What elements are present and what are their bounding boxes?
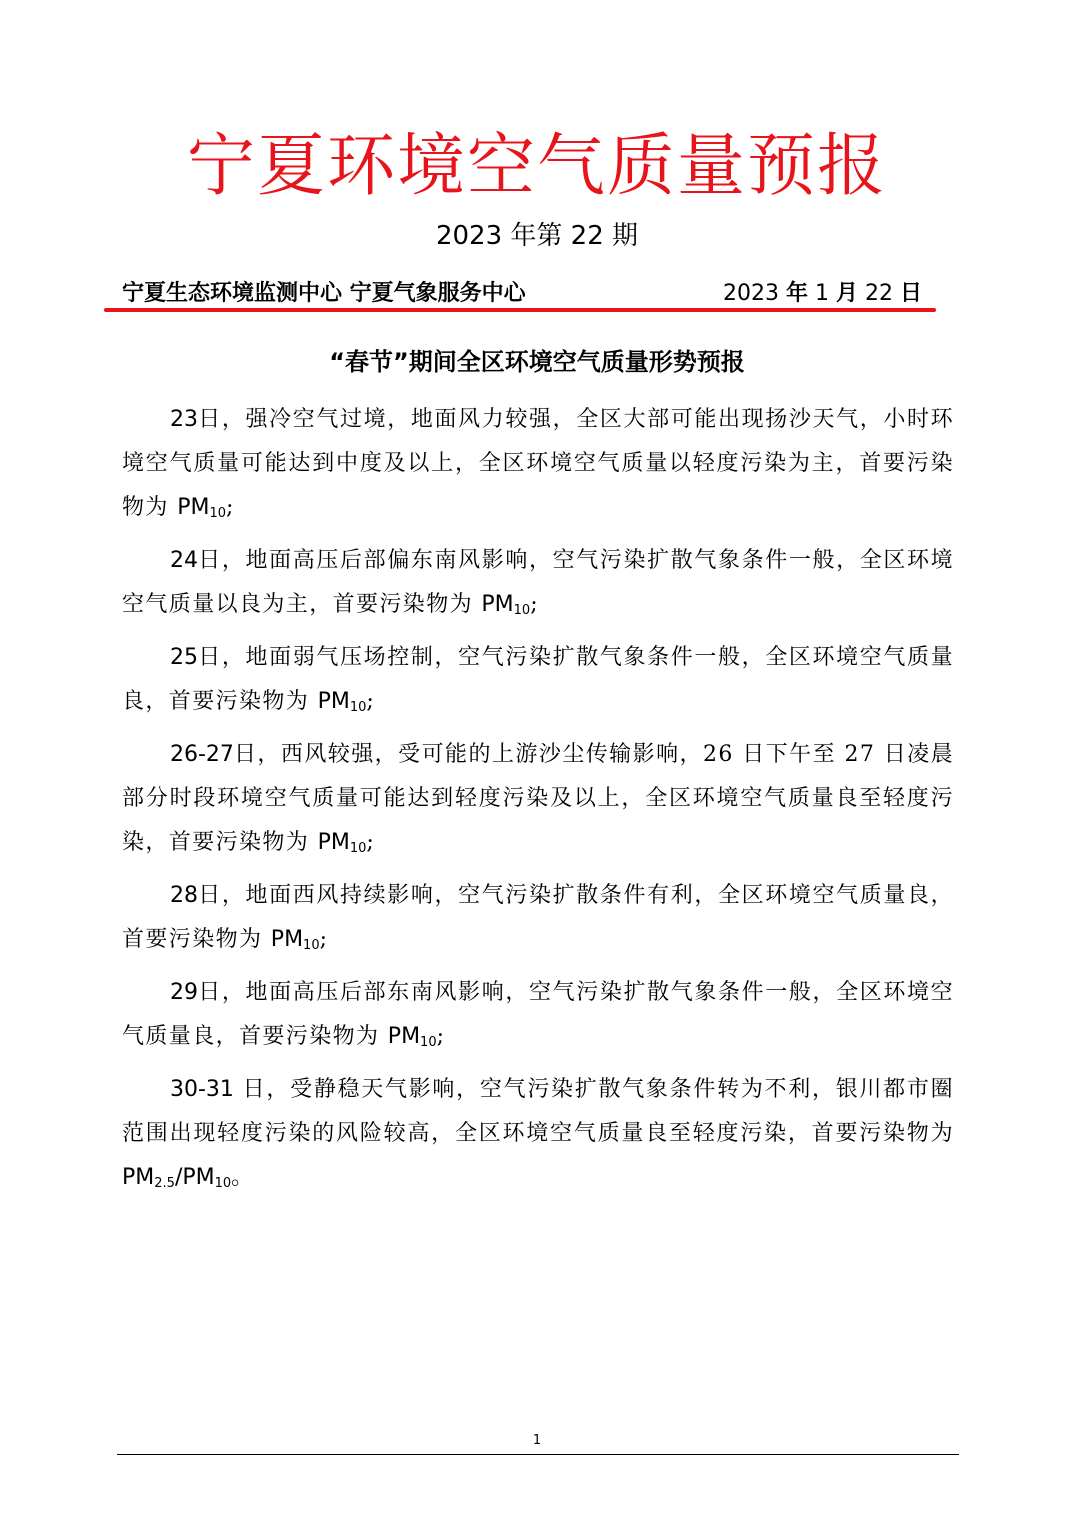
day-label: 24 [170, 548, 198, 573]
issuer-organizations: 宁夏生态环境监测中心 宁夏气象服务中心 [122, 281, 526, 306]
paragraph-end: ; [226, 495, 235, 520]
pollutant-name-2: /PM [174, 1165, 215, 1190]
forecast-paragraph-24 [122, 539, 954, 627]
paragraph-text: 日，受静稳天气影响，空气污染扩散气象条件转为不利，银川都市圈范围出现轻度污染的风险较高，全区环境空气质量良至轻度污染，首要污染物为 [122, 1077, 954, 1146]
pollutant-name: PM [270, 927, 304, 952]
pollutant-subscript: 2.5 [154, 1176, 175, 1191]
pollutant [388, 1024, 437, 1049]
day-label: 28 [170, 883, 198, 908]
forecast-subtitle: “春节”期间全区环境空气质量形势预报 [329, 348, 745, 376]
red-divider [104, 308, 936, 312]
pollutant [122, 1165, 231, 1190]
paragraph-end: ; [530, 592, 540, 617]
pollutant [481, 592, 530, 617]
pollutant [177, 495, 226, 520]
day-label: 23 [170, 407, 198, 432]
issue-date [723, 278, 922, 310]
paragraph-end: ; [436, 1024, 446, 1049]
forecast-body [122, 398, 954, 1209]
pollutant-name: PM [317, 689, 350, 714]
paragraph-text: 日，地面弱气压场控制，空气污染扩散气象条件一般，全区环境空气质量良，首要污染物为 [122, 645, 954, 714]
pollutant-subscript-2: 10 [214, 1176, 232, 1191]
paragraph-text: 日，西风较强，受可能的上游沙尘传输影响，26 日下午至 27 日凌晨部分时段环境空气质量可能达到轻度污染及以上，全区环境空气质量良至轻度污染，首要污染物为 [122, 742, 954, 855]
pollutant-name: PM [177, 495, 210, 520]
paragraph-text: 日，地面高压后部偏东南风影响，空气污染扩散气象条件一般，全区环境空气质量以良为主，首要污染物为 [122, 548, 954, 617]
forecast-paragraph-30-31 [122, 1068, 954, 1200]
paragraph-end: ; [319, 927, 329, 952]
date-day: 22 [864, 281, 893, 306]
date-year: 2023 [722, 281, 779, 306]
pollutant [318, 830, 367, 855]
pollutant-subscript: 10 [349, 841, 367, 856]
day-label: 29 [170, 980, 198, 1005]
pollutant-subscript: 10 [420, 1035, 437, 1050]
report-title: 宁夏环境空气质量预报 [186, 127, 887, 206]
day-label: 30-31 [170, 1077, 234, 1102]
paragraph-end: ; [366, 689, 376, 714]
date-year-unit: 年 [785, 281, 808, 306]
date-month-unit: 月 [835, 281, 858, 306]
date-month: 1 [814, 281, 829, 306]
page-number: 1 [532, 1433, 542, 1448]
pollutant [271, 927, 320, 952]
pollutant-subscript: 10 [349, 700, 367, 715]
pollutant-name: PM [481, 592, 514, 617]
day-label: 25 [170, 645, 198, 670]
pollutant-name: PM [122, 1165, 155, 1190]
pollutant-subscript: 10 [209, 506, 226, 521]
paragraph-text: 日，地面西风持续影响，空气污染扩散条件有利，全区环境空气质量良，首要污染物为 [122, 883, 954, 952]
paragraph-text: 日，强冷空气过境，地面风力较强，全区大部可能出现扬沙天气，小时环境空气质量可能达到中度及以上，全区环境空气质量以轻度污染为主，首要污染物为 [122, 407, 954, 520]
issue-number: 2023 年第 22 期 [435, 221, 639, 251]
pollutant-subscript: 10 [513, 603, 531, 618]
forecast-paragraph-29 [122, 971, 954, 1059]
paragraph-text: 日，地面高压后部东南风影响，空气污染扩散气象条件一般，全区环境空气质量良，首要污染物为 [122, 980, 954, 1049]
forecast-paragraph-25 [122, 636, 954, 724]
pollutant-subscript: 10 [303, 938, 320, 953]
pollutant-name: PM [317, 830, 350, 855]
pollutant [318, 689, 367, 714]
date-day-unit: 日 [899, 281, 922, 306]
forecast-paragraph-23 [122, 398, 954, 530]
forecast-paragraph-26-27 [122, 733, 954, 865]
paragraph-end: 。 [231, 1165, 255, 1190]
footer-divider [117, 1454, 959, 1455]
paragraph-end: ; [366, 830, 376, 855]
forecast-paragraph-28 [122, 874, 954, 962]
pollutant-name: PM [387, 1024, 421, 1049]
day-label: 26-27 [170, 742, 234, 767]
